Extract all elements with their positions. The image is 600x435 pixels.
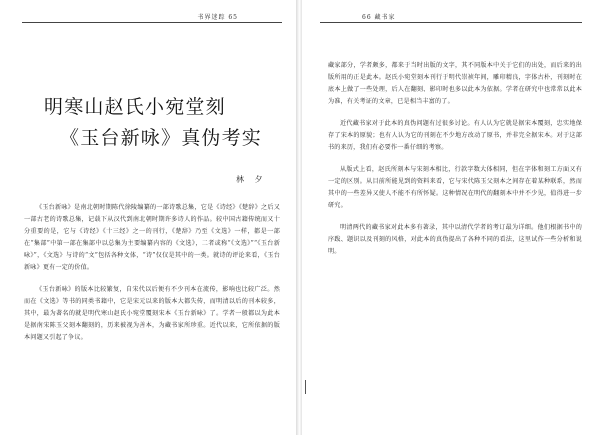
right-paragraph: 从版式上看，赵氏所刻本与宋刻本相比，行款字数大体相同，但在字体和刻工方面又有一定的区别。从目前所能见到的资料来看，它与宋代陈玉父刻本之间存在着某种联系，然而其中的一些差异又使人不能不有所怀疑。这种情况在明代的翻刻本中并不少见，值得进一步研究。 [328,166,582,209]
article-author: 林 夕 [236,175,267,184]
left-running-head: 书界迷踪 65 [197,14,238,21]
page-edge-mark [305,380,306,394]
right-paragraph: 近代藏书家对于此本的真伪问题有过很多讨论。有人认为它就是据宋本覆刻，忠实地保存了宋本的原貌；也有人认为它的刊刻在不少地方改动了原书，并非完全据宋本。对于这部书的来历，我们有必要作一番仔细的考察。 [328,120,582,151]
right-paragraph: 藏家部分，学者颇多，都来于当时出版的文字，其不同版本中关于它们的出处，而后来的出版所用的正是此本。赵氏小宛堂刻本刊行于明代崇祯年间，雕印精良，字体古朴，刊刻时在底本上做了一些处理，后人在翻刻、影印时也多以此本为依据。学者在研究中也常常以此本为准，有关考证的文章，已是相当丰富的了。 [328,62,582,105]
left-header-rule [22,22,282,23]
right-page [302,0,600,435]
right-paragraph: 明清两代的藏书家对此本多有著录，其中以清代学者的考订最为详细。他们根据书中的序跋、题识以及刊刻的风格，对此本的真伪提出了各种不同的看法，这里试作一些分析和说明。 [328,224,582,255]
left-paragraph: 《玉台新咏》是南北朝时期陈代徐陵编纂的一部诗歌总集，它是《诗经》《楚辞》之后又一部古老的诗歌总集，记载下从汉代到南北朝时期许多诗人的作品。较中国古籍传统而又十分重要的是，它与《诗经》《十三经》之一的刊行，《楚辞》乃至《文选》一样，都是一部在“集部”中第一部在集部中以总集为主要编纂内容的《文选》，二者或称“《文选》”“《玉台新咏》”，《文选》与诗的“文”包括各种文体，“诗”仅仅是其中的一类。就诗的评论来看，《玉台新咏》更有一定的价值。 [24,204,280,271]
article-title [44,92,274,154]
right-header-rule [320,22,582,23]
article-title-line-2: 《玉台新咏》真伪考实 [60,127,263,149]
right-running-head: 66 藏书家 [362,14,396,21]
left-page [0,0,296,435]
article-title-line-1: 明寒山赵氏小宛堂刻 [44,96,226,118]
left-paragraph: 《玉台新咏》的版本比较繁复，自宋代以后便有不少刊本在流传，影响也比较广泛。然而在《文选》等书的同类书籍中，它是宋元以来的版本大都失传，而明清以后的刊本较多，其中，最为著名的就是明代寒山赵氏小宛堂覆刻宋本《玉台新咏》了。学者一般都以为此本是据南宋陈玉父刻本翻刻的，历来被视为善本，为藏书家所珍重。近代以来，它所依据的版本问题又引起了争议。 [24,286,280,341]
left-body-text [24,202,280,354]
right-body-text [328,60,582,268]
